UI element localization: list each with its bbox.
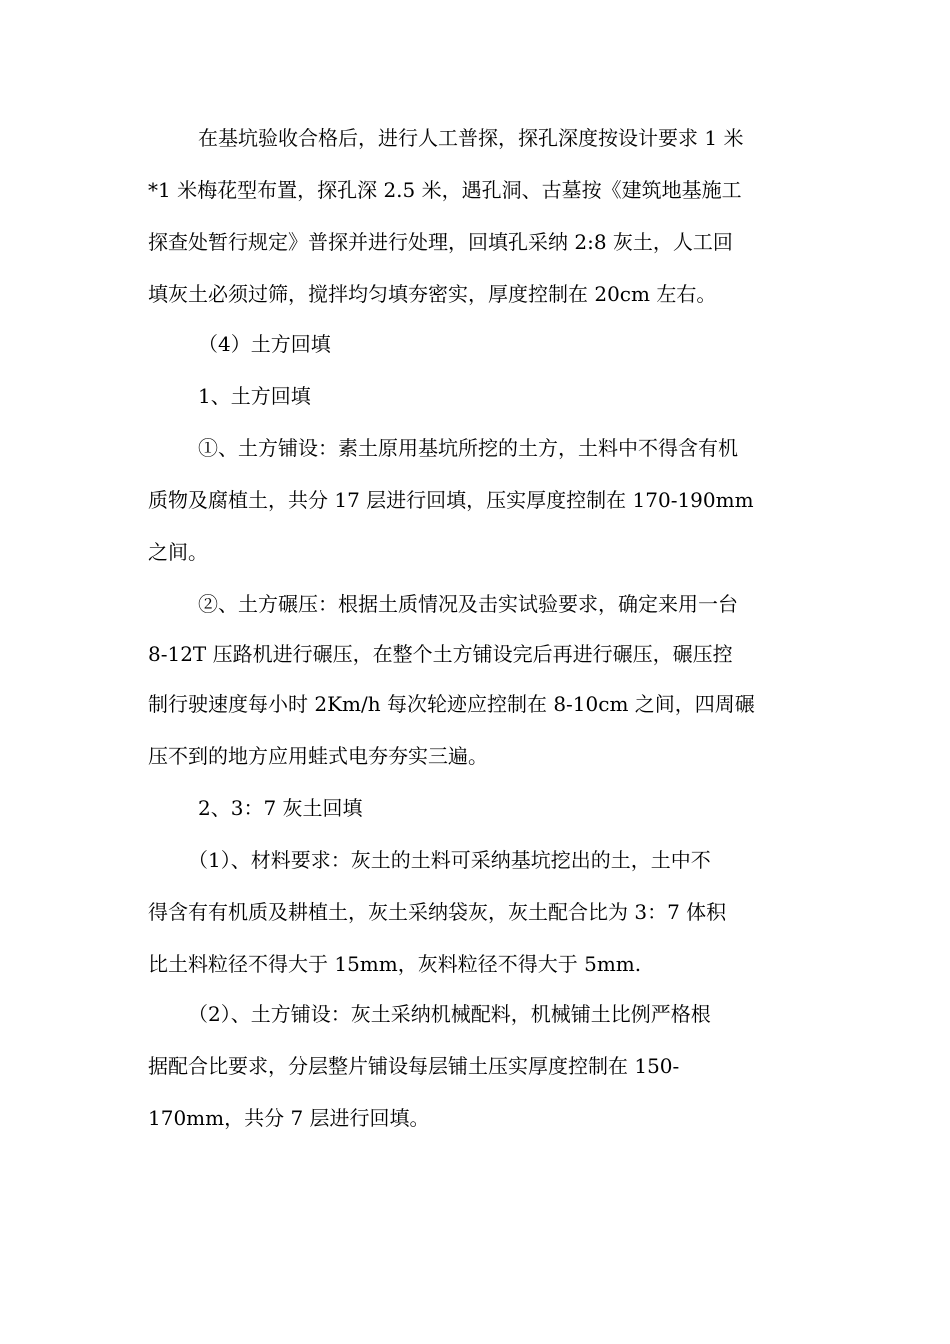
paragraph-1-line-4: 填灰土必须过筛，搅拌均匀填夯密实，厚度控制在 20cm 左右。 (148, 282, 717, 306)
paragraph-2-line-3: 之间。 (148, 540, 208, 564)
paragraph-3-line-4: 压不到的地方应用蛙式电夯夯实三遍。 (148, 744, 488, 768)
paragraph-1-line-2: *1 米梅花型布置，探孔深 2.5 米，遇孔洞、古墓按《建筑地基施工 (148, 178, 742, 202)
paragraph-5-line-3: 170mm，共分 7 层进行回填。 (148, 1106, 430, 1130)
subheading-1: 1、土方回填 (198, 384, 311, 408)
paragraph-4-line-3: 比土料粒径不得大于 15mm，灰料粒径不得大于 5mm. (148, 952, 642, 976)
paragraph-4-line-2: 得含有有机质及耕植土，灰土采纳袋灰，灰土配合比为 3：7 体积 (148, 900, 727, 924)
paragraph-5-line-2: 据配合比要求，分层整片铺设每层铺土压实厚度控制在 150- (148, 1054, 680, 1078)
paragraph-2-line-1: ①、土方铺设：素土原用基坑所挖的土方，土料中不得含有机 (198, 436, 738, 460)
section-heading-4: （4）土方回填 (198, 332, 331, 356)
subheading-2: 2、3：7 灰土回填 (198, 796, 363, 820)
paragraph-3-line-2: 8-12T 压路机进行碾压，在整个土方铺设完后再进行碾压，碾压控 (148, 642, 733, 666)
paragraph-3-line-1: ②、土方碾压：根据土质情况及击实试验要求，确定来用一台 (198, 592, 738, 616)
paragraph-4-line-1: （1）、材料要求：灰土的土料可采纳基坑挖出的土，土中不 (188, 848, 711, 872)
paragraph-1-line-3: 探查处暂行规定》普探并进行处理，回填孔采纳 2:8 灰土，人工回 (148, 230, 733, 254)
paragraph-2-line-2: 质物及腐植土，共分 17 层进行回填，压实厚度控制在 170-190mm (148, 488, 754, 512)
paragraph-3-line-3: 制行驶速度每小时 2Km/h 每次轮迹应控制在 8-10cm 之间，四周碾 (148, 692, 755, 716)
paragraph-1-line-1: 在基坑验收合格后，进行人工普探，探孔深度按设计要求 1 米 (198, 126, 744, 150)
paragraph-5-line-1: （2）、土方铺设：灰土采纳机械配料，机械铺土比例严格根 (188, 1002, 711, 1026)
